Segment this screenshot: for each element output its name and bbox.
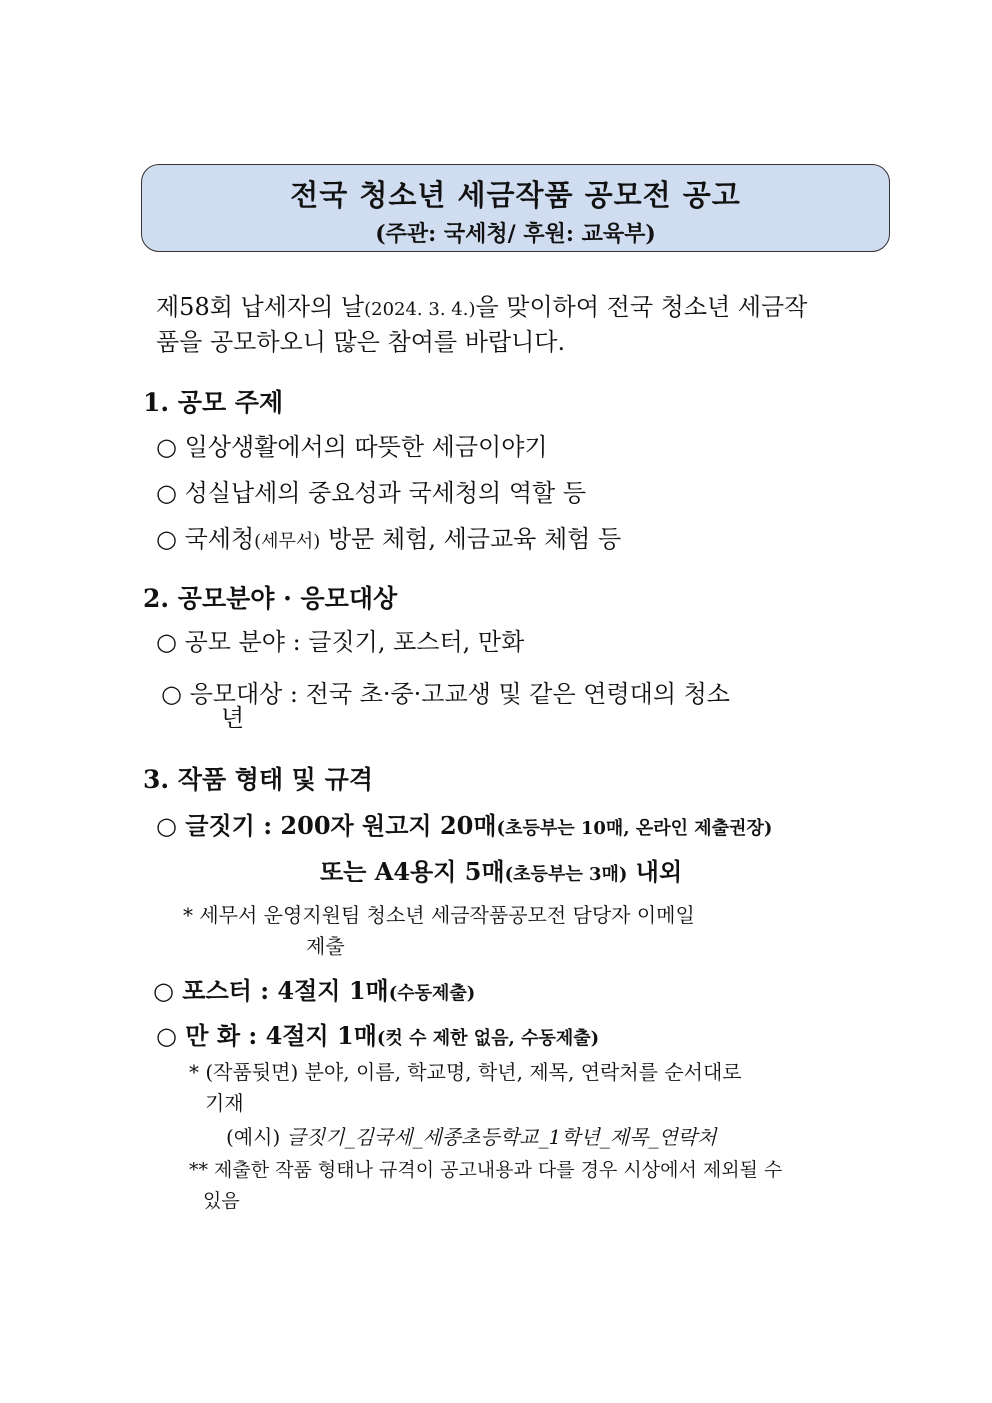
section-3-heading: 3. 작품 형태 및 규격 xyxy=(143,765,373,794)
page-title: 전국 청소년 세금작품 공모전 공고 xyxy=(290,178,741,212)
cartoon-spec-text: ○ 만 화 : 4절지 1매 xyxy=(156,1021,377,1050)
poster-spec-small: (수동제출) xyxy=(388,983,476,1004)
target-item-line-2: 년 xyxy=(221,704,245,732)
intro-date: (2024. 3. 4.) xyxy=(364,299,476,320)
poster-spec xyxy=(153,971,475,1006)
intro-line-1 xyxy=(156,287,807,322)
example-line xyxy=(226,1121,716,1150)
essay-spec-2 xyxy=(320,852,682,887)
essay-spec-small: (초등부는 10매, 온라인 제출권장) xyxy=(496,818,773,839)
essay-spec-text: ○ 글짓기 : 200자 원고지 20매 xyxy=(156,811,497,840)
page-subtitle: (주관: 국세청/ 후원: 교육부) xyxy=(375,221,656,247)
topic-item-2: ○ 성실납세의 중요성과 국세청의 역할 등 xyxy=(156,479,587,507)
cartoon-note-2-line-1: ** 제출한 작품 형태나 규격이 공고내용과 다를 경우 시상에서 제외될 수 xyxy=(189,1159,783,1181)
target-item-line-1: ○ 응모대상 : 전국 초·중·고교생 및 같은 연령대의 청소 xyxy=(161,680,730,708)
poster-spec-text: ○ 포스터 : 4절지 1매 xyxy=(153,976,389,1005)
example-label: (예시) xyxy=(226,1125,281,1149)
essay-note-line-2: 제출 xyxy=(306,934,345,958)
essay-note-line-1: * 세무서 운영지원팀 청소년 세금작품공모전 담당자 이메일 xyxy=(183,903,695,927)
cartoon-spec-small: (컷 수 제한 없음, 수동제출) xyxy=(376,1028,600,1049)
intro-text-2: 을 맞이하여 전국 청소년 세금작 xyxy=(475,293,808,321)
section-1-heading: 1. 공모 주제 xyxy=(143,388,284,417)
topic-item-3-small: (세무서) xyxy=(254,531,321,552)
cartoon-note-2-line-2: 있음 xyxy=(203,1190,240,1212)
essay-spec-2-text: 또는 A4용지 5매 xyxy=(320,857,505,886)
topic-item-3-text-2: 방문 체험, 세금교육 체험 등 xyxy=(320,525,622,553)
section-2-heading: 2. 공모분야 · 응모대상 xyxy=(143,584,398,613)
example-text: 글짓기_김국세_세종초등학교_1학년_제목_연락처 xyxy=(280,1125,717,1149)
essay-spec-2-small: (초등부는 3매) xyxy=(504,864,628,885)
field-item: ○ 공모 분야 : 글짓기, 포스터, 만화 xyxy=(156,628,525,656)
cartoon-note-1-line-2: 기재 xyxy=(205,1091,244,1115)
topic-item-3 xyxy=(156,519,621,554)
title-box xyxy=(141,164,890,252)
cartoon-note-1-line-1: * (작품뒷면) 분야, 이름, 학교명, 학년, 제목, 연락처를 순서대로 xyxy=(189,1060,742,1084)
topic-item-3-text: ○ 국세청 xyxy=(156,525,255,553)
intro-line-2: 품을 공모하오니 많은 참여를 바랍니다. xyxy=(156,328,566,356)
essay-spec xyxy=(156,806,772,841)
intro-text: 제58회 납세자의 날 xyxy=(156,293,365,321)
topic-item-1: ○ 일상생활에서의 따뜻한 세금이야기 xyxy=(156,433,548,461)
cartoon-spec xyxy=(156,1016,599,1051)
essay-spec-2-text-2: 내외 xyxy=(627,857,683,886)
